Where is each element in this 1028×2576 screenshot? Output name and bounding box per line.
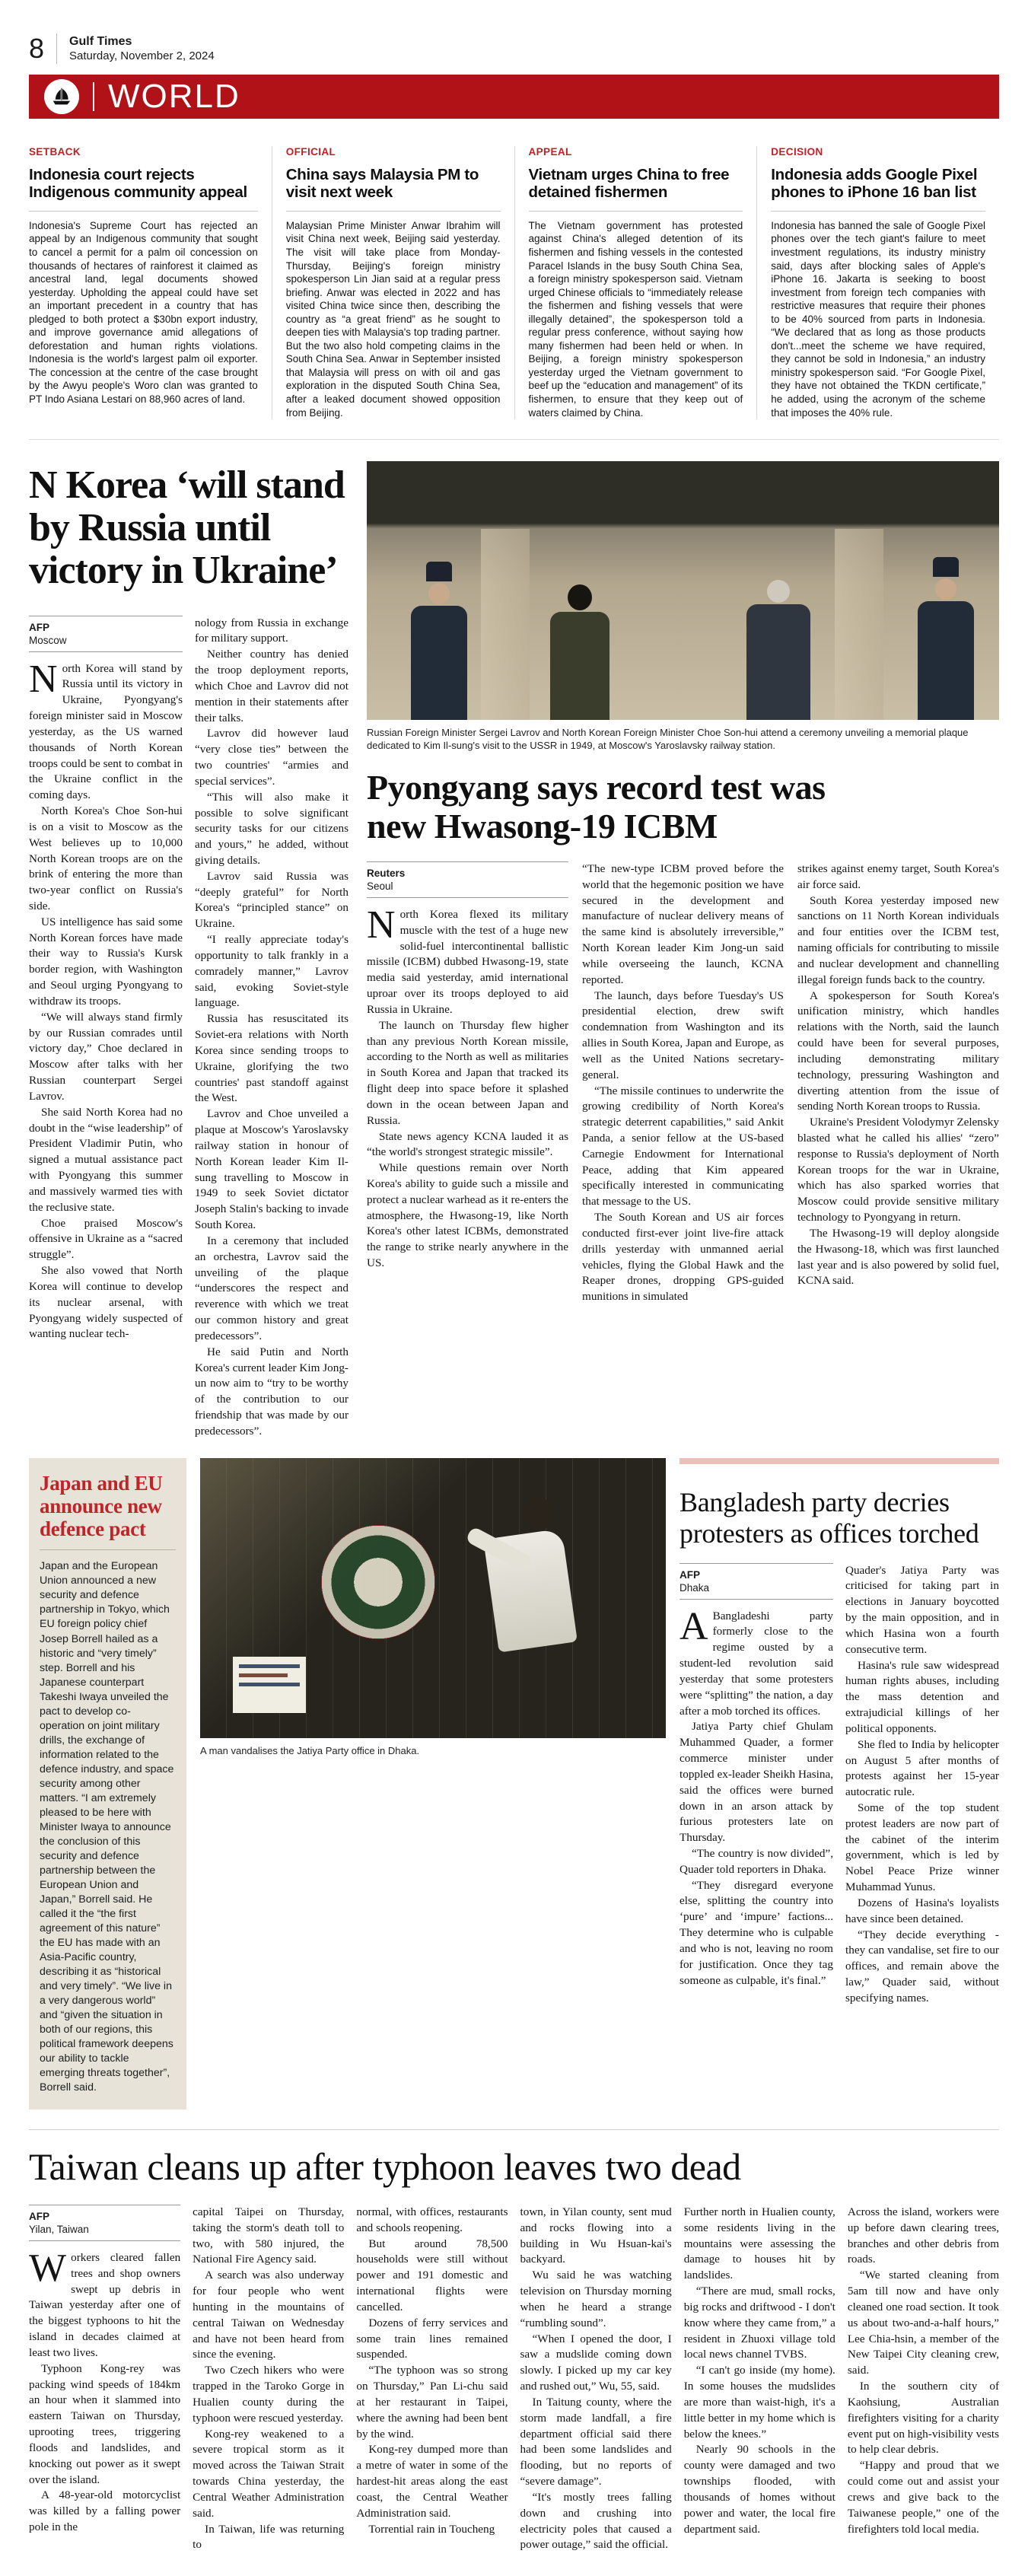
box-rule <box>40 1549 176 1550</box>
paragraph: “I really appreciate today's opportunity to talk frankly in a comradely manner,” Lavrov said, evoking Soviet-style language. <box>195 933 349 1010</box>
paragraph-list <box>29 657 183 1343</box>
dhaka-photo-block <box>200 1458 666 2110</box>
lead-body-col-b <box>195 616 349 1440</box>
paragraph: Across the island, workers were up before dawn clearing trees, branches and other debris from roads. <box>847 2205 1000 2266</box>
paragraph: Some of the top student protest leaders are now part of the cabinet of the interim government, which is led by Nobel Peace Prize winner Muhammad Yunus. <box>845 1801 999 1894</box>
headline-rule <box>286 211 501 212</box>
paragraph: Choe praised Moscow's offensive in Ukraine as a “sacred struggle”. <box>29 1216 183 1262</box>
dhaka-photo-caption: A man vandalises the Jatiya Party office in Dhaka. <box>200 1744 420 1756</box>
paragraph: “They disregard everyone else, splitting the country into ‘pure’ and ‘impure’ factions... They determine who is culpable and who is not, leaving no room for justification. Once they tag someone as culpable, it's final.” <box>679 1878 833 1987</box>
paragraph: A search was also underway for four people who went hunting in the mountains of central Taiwan on Wednesday and have not been heard from since the evening. <box>193 2269 345 2361</box>
kicker: SETBACK <box>29 146 81 158</box>
story-body: Indonesia's Supreme Court has rejected an appeal by an Indigenous community that sought to cancel a permit for a palm oil concession on thousands of hectares of rainforest it claimed as ancestral land, legal documents showed yesterday. Upholding the appeal could have set an important precedent in a country that has pledged to both protect a $30bn export industry, and improve governance amid allegations of deforestation and human rights violations. Indonesia is the world's largest palm oil exporter. The concession at the centre of the case brought by the Awyu people's Woro clan was granted to PT Indo Asiana Lestari on 88,960 acres of land. <box>29 219 258 406</box>
paragraph: “The typhoon was so strong on Thursday,” Pan Li-chu said at her restaurant in Taipei, where the awning had been bent by the wind. <box>356 2364 508 2441</box>
dhow-logo-icon <box>44 79 79 114</box>
paragraph: He said Putin and North Korea's current leader Kim Jong-un now aim to “try to be worthy of the contribution to our friendship that was made by our predecessors”. <box>195 1345 349 1438</box>
accent-bar <box>679 1458 999 1464</box>
box-body: Japan and the European Union announced a new security and defence partnership in Tokyo, which EU foreign policy chief Josep Borrell hailed as a historic and “very timely” step. Borrell and his Japanese counterpart Takeshi Iwaya unveiled the pact to develop co-operation on joint military drills, the exchange of information related to the defence industry, and space security among other matters. “I am extremely pleased to be here with Minister Iwaya to announce the conclusion of this security and defence partnership between the European Union and Japan,” Borrell said. He called it the “the first agreement of this nature” the EU has made with an Asia-Pacific country, describing it as “historical and very timely”. “We live in a very dangerous world” and “given the situation in both of our regions, this political framework deepens our ability to tackle emerging threats together”, Borrell said. <box>40 1560 174 2094</box>
paragraph-list <box>679 1604 833 1989</box>
paragraph: strikes against enemy target, South Korea's air force said. <box>797 861 999 891</box>
headline-rule <box>29 211 258 212</box>
paragraph: “Happy and proud that we could come out and assist your crews and give back to the Taiwanese people,” one of the firefighters told local media. <box>847 2459 1000 2536</box>
kicker: DECISION <box>771 146 823 158</box>
headline-rule <box>771 211 985 212</box>
taiwan-body-col-1 <box>29 2205 180 2553</box>
banner-divider <box>93 82 94 111</box>
paragraph-list <box>367 903 568 1272</box>
paragraph: Kong-rey dumped more than a metre of water in some of the hardest-hit areas along the east coast, the Central Weather Administration said. <box>356 2443 508 2520</box>
paragraph: A spokesperson for South Korea's unification ministry, which handles relations with the North, said the launch could have been for several purposes, including demonstrating military technology, pressuring Washington and diverting attention from the issue of sending North Korean troops to Russia. <box>797 989 999 1113</box>
paragraph-list <box>29 2246 181 2536</box>
paragraph: The South Korean and US air forces conducted first-ever joint live-fire attack drills yesterday with unmanned aerial vehicles, flying the Global Hawk and the Reaper drones, dropping GPS-guided munitions in simulated <box>582 1211 784 1304</box>
paragraph: Kong-rey weakened to a severe tropical storm as it moved across the Taiwan Strait towards China yesterday, the Central Weather Administration said. <box>193 2427 345 2520</box>
lead-body-col-a <box>29 616 183 1440</box>
icbm-headline: Pyongyang says record test was new Hwasong-19 ICBM <box>367 767 826 846</box>
paragraph: North Korea flexed its military muscle with the test of a huge new solid-fuel intercontinental ballistic missile (ICBM) dubbed Hwasong-19, state media said yesterday, amid international uproar over its troops deployed to aid Russia in Ukraine. <box>367 903 568 1016</box>
paragraph: North Korea will stand by Russia until its victory in Ukraine, Pyongyang's foreign minister said in Moscow yesterday, as the US warned thousands of North Korean troops could be sent to combat in the Ukraine conflict in the coming days. <box>29 657 183 802</box>
photo-figure-vandal <box>491 1497 582 1687</box>
paragraph: But around 78,500 households were still without power and 191 domestic and international flights were cancelled. <box>356 2237 508 2313</box>
issue-date: Saturday, November 2, 2024 <box>69 49 215 62</box>
lead-photo-caption: Russian Foreign Minister Sergei Lavrov and North Korean Foreign Minister Choe Son-hui attend a ceremony unveiling a memorial plaque dedicated to Kim Il-sung's visit to the USSR in 1949, at Moscow's Yaroslavsky railway station. <box>367 727 969 751</box>
paragraph: “There are mud, small rocks, big rocks and driftwood - I don't know where they came from,” a resident in Zhuoxi village told local news channel TVBS. <box>683 2285 835 2361</box>
top-story-google-pixel-ban <box>756 146 999 419</box>
paragraph: Neither country has denied the troop deployment reports, which Choe and Lavrov did not mention in their statements after their talks. <box>195 648 349 724</box>
paper-name: Gulf Times <box>69 35 132 49</box>
paragraph: Torrential rain in Toucheng <box>368 2522 495 2536</box>
photo-backdrop-column <box>481 529 530 721</box>
paragraph: “We will always stand firmly by our Russian comrades until victory day,” Choe declared in Moscow after talks with her Russian counterpart Sergei Lavrov. <box>29 1010 183 1103</box>
icbm-body-col-2 <box>582 861 784 1305</box>
icbm-body-col-3 <box>797 861 999 1305</box>
page-number: 8 <box>29 33 45 64</box>
byline-agency: Reuters <box>367 867 406 879</box>
paragraph: In Taitung county, where the storm made landfall, a fire department official said there had been some landslides and flooding, but no reports of “severe damage”. <box>520 2395 672 2488</box>
paragraph: Jatiya Party chief Ghulam Muhammed Quader, a former commerce minister under toppled ex-leader Sheikh Hasina, said the offices were burned down in an arson attack by furious protesters late on Thursday. <box>679 1720 833 1845</box>
photo-figure-soldier-right <box>918 557 974 720</box>
paragraph: “It's mostly trees falling down and crushing into electricity poles that caused a power outage,” said the official. <box>520 2490 672 2552</box>
photo-backdrop-column <box>835 529 883 721</box>
paragraph: State news agency KCNA lauded it as “the world's strongest strategic missile”. <box>367 1129 568 1159</box>
paragraph: nology from Russia in exchange for military support. <box>195 616 349 645</box>
byline-agency: AFP <box>679 1568 700 1581</box>
paragraph: Ukraine's President Volodymyr Zelensky blasted what he called his allies' “zero” response to Russia's deployment of North Korean troops for the war in Ukraine, which has also sparked worries that Moscow could provide sensitive military technology to Pyongyang in return. <box>797 1116 999 1224</box>
main-content-row <box>29 461 999 1440</box>
top-story-china-malaysia <box>272 146 514 419</box>
paragraph: Quader's Jatiya Party was criticised for taking part in elections in January boycotted by the main opposition, and in which Hasina won a fourth consecutive term. <box>845 1563 999 1656</box>
paragraph: Lavrov and Choe unveiled a plaque at Moscow's Yaroslavsky railway station in honour of North Korean leader Kim Il-sung travelling to Moscow in 1949 to seek Soviet dictator Joseph Stalin's backing to invade South Korea. <box>195 1107 349 1232</box>
paragraph: “The missile continues to underwrite the growing credibility of North Korea's strategic deterrent capabilities,” said Ankit Panda, a senior fellow at the US-based Carnegie Endowment for International Peace, adding that Kim appeared specifically interested in communicating that message to the US. <box>582 1084 784 1208</box>
taiwan-headline: Taiwan cleans up after typhoon leaves two dead <box>29 2145 741 2188</box>
paragraph: Lavrov did however laud “very close ties” between the two countries' “armies and special services”. <box>195 727 349 788</box>
lead-body <box>29 616 349 1440</box>
paragraph: A 48-year-old motorcyclist was killed by a falling power pole in the <box>29 2488 181 2534</box>
paragraph: “When I opened the door, I saw a mudslide coming down slowly. I picked up my car key and rushed out,” Wu, 55, said. <box>520 2332 672 2393</box>
icbm-body-col-1 <box>367 861 568 1305</box>
paragraph: “I can't go inside (my home). In some houses the mudslides are more than waist-high, it's a little better in my home which is below the knees.” <box>683 2364 835 2441</box>
story-headline: China says Malaysia PM to visit next week <box>285 166 479 201</box>
paragraph: Dozens of ferry services and some train lines remained suspended. <box>356 2316 508 2361</box>
paragraph: “They decide everything - they can vandalise, set fire to our offices, and remain above the law,” Quader said, without specifying names. <box>845 1928 999 2004</box>
paragraph: town, in Yilan county, sent mud and rocks flowing into a building in Wu Hsuan-kai's backyard. <box>520 2205 672 2266</box>
bangladesh-story <box>679 1458 999 2110</box>
paragraph: The Hwasong-19 will deploy alongside the Hwasong-18, which was first launched last year and is also powered by solid fuel, KCNA said. <box>797 1226 999 1288</box>
paragraph: “This will also make it possible to solve significant security tasks for our citizens and yours,” he added, without giving details. <box>195 790 349 867</box>
taiwan-body-col-3 <box>356 2205 508 2553</box>
top-stories-row <box>29 146 999 440</box>
paragraph: “The new-type ICBM proved before the world that the hegemonic position we have secured in the development and manufacture of nuclear delivery means of the same kind is absolutely irreversible,” North Korean leader Kim Jong-un said while overseeing the launch, KCNA reported. <box>582 861 784 986</box>
paragraph: North Korea's Choe Son-hui is on a visit to Moscow as the West believes up to 10,000 North Korean troops are on the brink of entering the more than two-year conflict on Russia's side. <box>29 804 183 912</box>
paragraph: She said North Korea had no doubt in the “wise leadership” of President Vladimir Putin, who signed a mutual assistance pact with Pyongyang this summer and massively warmed ties with the reclusive state. <box>29 1105 183 1214</box>
taiwan-story <box>29 2129 999 2554</box>
byline-location: Dhaka <box>679 1581 710 1594</box>
paragraph: She fled to India by helicopter on August 5 after months of protests against her 15-year autocratic rule. <box>845 1737 999 1799</box>
taiwan-body-col-5 <box>684 2205 835 2553</box>
byline-agency: AFP <box>29 2211 49 2222</box>
bangladesh-body-col-1 <box>679 1563 833 2007</box>
paragraph: Wu said he was watching television on Thursday morning when he heard a strange “rumbling sound”. <box>520 2269 672 2329</box>
sailboat-icon <box>50 85 73 108</box>
photo-figure-soldier-left <box>411 562 467 720</box>
byline <box>367 861 568 898</box>
story-body: The Vietnam government has protested against China's alleged detention of its fishermen and fishing vessels in the contested Paracel Islands in the busy South China Sea, a foreign ministry spokesperson said. Vietnam urged Chinese officials to “immediately release the fishermen and fishing vessels that were illegally detained”, the spokesperson told a regular press conference, without saying how many fishermen had been held or when. In Beijing, a foreign ministry spokesperson yesterday urged the Vietnam government to beef up the “education and management” of its fishermen, to ensure that they keep out of waters claimed by China. <box>528 219 743 419</box>
lead-headline: N Korea ‘will stand by Russia until victory in Ukraine’ <box>29 463 345 593</box>
paragraph: ABangladeshi party formerly close to the regime ousted by a student-led revolution said yesterday that some protesters were “splitting” the nation, a day after a mob torched its offices. <box>679 1604 833 1718</box>
byline-agency: AFP <box>29 621 49 633</box>
taiwan-body-col-4 <box>520 2205 672 2553</box>
paragraph: In the southern city of Kaohsiung, Australian firefighters visiting for a charity event put on high-visibility vests to help clear debris. <box>847 2380 1000 2457</box>
dhaka-photo <box>200 1458 666 1738</box>
story-headline: Indonesia court rejects Indigenous community appeal <box>29 166 247 201</box>
byline-location: Yilan, Taiwan <box>29 2224 89 2235</box>
paragraph: Typhoon Kong-rey was packing wind speeds of 184km an hour when it slammed into eastern Taiwan on Thursday, uprooting trees, triggering floods and landslides, and knocking out power as it swept over the island. <box>29 2361 181 2486</box>
paragraph: normal, with offices, restaurants and schools reopening. <box>356 2205 508 2234</box>
icbm-body <box>367 861 999 1305</box>
byline <box>679 1563 833 1600</box>
paragraph: Hasina's rule saw widespread human rights abuses, including the mass detention and extrajudicial killings of her political opponents. <box>845 1658 999 1735</box>
paragraph: US intelligence has said some North Korean forces have made their way to Russia's Kursk border region, with Washington and Seoul urging Pyongyang to withdraw its troops. <box>29 915 183 1008</box>
masthead-title-block <box>69 34 215 62</box>
party-emblem <box>321 1525 435 1639</box>
kicker: APPEAL <box>528 146 572 158</box>
box-title: Japan and EU announce new defence pact <box>40 1471 163 1541</box>
paragraph: Nearly 90 schools in the county were damaged and two townships flooded, with thousands of homes without power and water, the local fire department said. <box>683 2443 835 2536</box>
paragraph: Russia has resuscitated its Soviet-era relations with North Korea since sending troops to Ukraine, glorifying the two countries' past standoff against the West. <box>195 1012 349 1105</box>
paragraph: Lavrov said Russia was “deeply grateful” for North Korea's “principled stance” on Ukraine. <box>195 869 349 931</box>
lead-photo <box>367 461 999 720</box>
paragraph: In a ceremony that included an orchestra, Lavrov said the unveiling of the plaque “underscores the respect and reverence with which we treat our common history and great predecessors”. <box>195 1234 349 1342</box>
paragraph: South Korea yesterday imposed new sanctions on 11 North Korean individuals and four entities over the ICBM test, naming officials for contributing to missile and nuclear development and channelling illegal foreign funds back to the country. <box>797 893 999 986</box>
bangladesh-body-col-2 <box>845 1563 999 2007</box>
byline <box>29 2205 180 2241</box>
paragraph: Workers cleared fallen trees and shop owners swept up debris in Taiwan yesterday after one of the biggest typhoons to hit the island in decades claimed at least two lives. <box>29 2246 181 2359</box>
masthead-divider <box>56 33 57 64</box>
section-banner <box>29 75 999 119</box>
paragraph: While questions remain over North Korea's ability to guide such a missile and protect a nuclear warhead as it re-enters the atmosphere, the Hwasong-19, like North Korea's other latest ICBMs, demonstrated the range to strike nearly anywhere in the US. <box>367 1161 568 1270</box>
headline-rule <box>529 211 743 212</box>
bangladesh-body <box>679 1563 999 2007</box>
story-body: Indonesia has banned the sale of Google Pixel phones over the tech giant's failure to meet investment regulations, its industry ministry said, days after blocking sales of Apple's iPhone 16. Jakarta is seeking to boost investment from foreign tech companies with restrictive measures that require their phones to be 40% sourced from parts in Indonesia. “We declared that as long as those products don't...meet the scheme we have required, they cannot be sold in Indonesia,” an industry ministry spokesperson said. “For Google Pixel, they have not obtained the TKDN certificate,” he added, using the acronym of the scheme that imposes the 40% rule. <box>771 219 985 419</box>
paragraph: She also vowed that North Korea will continue to develop its nuclear arsenal, with Pyongyang widely suspected of wanting nuclear tech- <box>29 1264 183 1341</box>
paragraph: “The country is now divided”, Quader told reporters in Dhaka. <box>679 1847 833 1876</box>
paragraph: The launch, days before Tuesday's US presidential election, drew swift condemnation from Washington and its allies in South Korea, Japan and Europe, as well as the United Nations secretary-general. <box>582 989 784 1081</box>
story-body: Malaysian Prime Minister Anwar Ibrahim will visit China next week, Beijing said yesterday. The visit will take place from Monday-Thursday, Beijing's foreign ministry spokesperson Lin Jian said at a regular press briefing. Anwar was elected in 2022 and has visited China twice since then, describing the country as “a great friend” as he sought to deepen ties with Malaysia's top trading partner. But the two also hold competing claims in the South China Sea. Anwar in September insisted that Malaysia will press on with oil and gas exploration in the disputed South China Sea, after a leaked document showed opposition from Beijing. <box>285 219 501 419</box>
paragraph: Further north in Hualien county, some residents living in the mountains were assessing the damage to houses hit by landslides. <box>683 2205 835 2282</box>
right-content-column <box>367 461 999 1440</box>
taiwan-body <box>29 2205 999 2553</box>
middle-band <box>29 1458 999 2110</box>
section-title: WORLD <box>108 78 240 115</box>
paragraph: Two Czech hikers who were trapped in the Taroko Gorge in Hualien county during the typhoon were rescued yesterday. <box>193 2364 345 2425</box>
taiwan-body-col-2 <box>193 2205 344 2553</box>
paragraph: The launch on Thursday flew higher than any previous North Korean missile, according to the North as well as militaries in South Korea and Japan that tracked its flight deep into space before it splashed down in the ocean between Japan and Russia. <box>367 1018 568 1127</box>
byline <box>29 616 183 652</box>
paragraph: capital Taipei on Thursday, taking the storm's death toll to two, with 580 injured, the National Fire Agency said. <box>193 2205 345 2266</box>
bengali-sign <box>233 1657 306 1713</box>
byline-location: Moscow <box>29 634 67 646</box>
kicker: OFFICIAL <box>285 146 336 158</box>
japan-eu-box <box>29 1458 186 2110</box>
paragraph: Dozens of Hasina's loyalists have since been detained. <box>845 1896 999 1925</box>
story-headline: Indonesia adds Google Pixel phones to iPhone 16 ban list <box>771 166 978 201</box>
taiwan-body-col-6 <box>848 2205 999 2553</box>
top-story-vietnam-fishermen <box>514 146 757 419</box>
paragraph: In Taiwan, life was returning to <box>193 2522 345 2552</box>
photo-figure-choe-son-hui <box>550 584 609 720</box>
story-headline: Vietnam urges China to free detained fishermen <box>528 166 730 201</box>
bangladesh-headline: Bangladesh party decries protesters as offices torched <box>679 1486 979 1549</box>
byline-location: Seoul <box>367 880 393 892</box>
photo-figure-lavrov <box>746 580 810 720</box>
top-story-indonesia-court <box>29 146 272 419</box>
paragraph: “We started cleaning from 5am till now and have only cleaned one road section. It took us about two-and-a-half hours,” Lee Chia-hsin, a member of the New Taipei City cleaning crew, said. <box>847 2269 1000 2377</box>
lead-story <box>29 461 349 1440</box>
masthead <box>29 33 999 64</box>
